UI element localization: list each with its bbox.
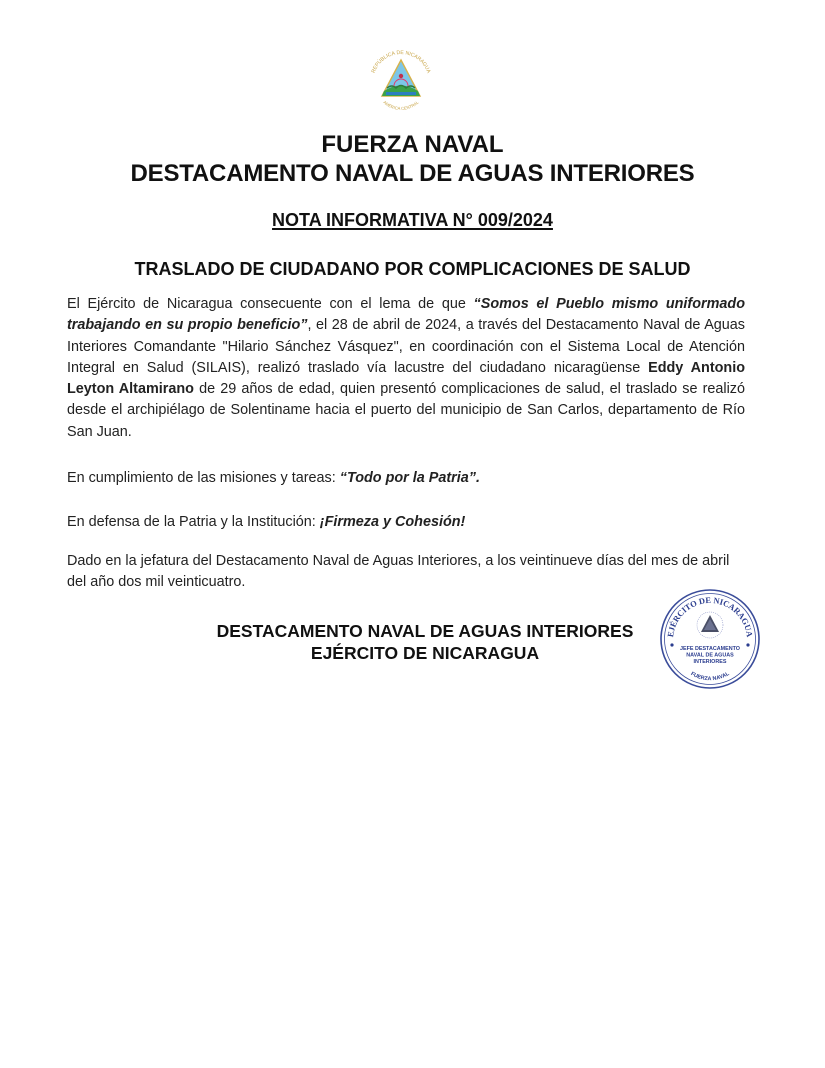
paragraph-mission [67,468,745,489]
seal-bottom-text: FUERZA NAVAL [689,671,731,683]
paragraph-defense [67,512,745,533]
seal-center-line2: NAVAL DE AGUAS [686,652,734,659]
p1-text-b: , el 28 de abril de 2024, a través del Destacamento Naval de Aguas Interiores Comandante "Hilario Sánchez Vásquez", en coordinación con el Sistema Local de Atención Integral en Salud (SILAIS), realizó traslado vía lacustre del ciudadano nicaragüense [67,317,745,376]
paragraph-main [67,294,745,443]
subject-title: TRASLADO DE CIUDADANO POR COMPLICACIONES DE SALUD [134,259,691,279]
official-seal-icon [659,588,761,690]
note-number-text: NOTA INFORMATIVA N° 009/2024 [272,210,553,230]
note-number [0,209,825,231]
p3-motto: ¡Firmeza y Cohesión! [319,514,466,530]
p2-text: En cumplimiento de las misiones y tareas: [67,470,340,486]
coat-of-arms-nicaragua-icon [364,44,438,114]
seal-center-line1: JEFE DESTACAMENTO [679,646,741,652]
p1-text-c: de 29 años de edad, quien presentó complicaciones de salud, el traslado se realizó desde el archipiélago de Solentiname hacia el puerto del municipio de San Carlos, departamento de Río San Juan. [67,381,745,440]
p3-text: En defensa de la Patria y la Institución: [67,514,320,530]
p1-motto: “Somos el Pueblo mismo uniformado trabajando en su propio beneficio” [67,296,745,334]
unit-title: DESTACAMENTO NAVAL DE AGUAS INTERIORES [130,160,695,187]
paragraph-dated: Dado en la jefatura del Destacamento Naval de Aguas Interiores, a los veintinueve días del mes de abril del año dos mil veinticuatro. [67,553,730,591]
signature-unit: DESTACAMENTO NAVAL DE AGUAS INTERIORES [216,621,634,641]
citizen-name: Eddy Antonio Leyton Altamirano [67,359,746,398]
p1-text-a: El Ejército de Nicaragua consecuente con el lema de que [67,296,474,312]
signature-army: EJÉRCITO DE NICARAGUA [310,643,540,663]
p2-motto: “Todo por la Patria”. [339,470,480,486]
seal-ring-text: EJÉRCITO DE NICARAGUA [666,595,754,638]
org-title: FUERZA NAVAL [321,131,504,158]
seal-center-line3: INTERIORES [693,659,727,665]
emblem-top-text: REPÚBLICA DE NICARAGUA [370,49,432,75]
emblem-bottom-text: AMÉRICA CENTRAL [382,99,420,111]
